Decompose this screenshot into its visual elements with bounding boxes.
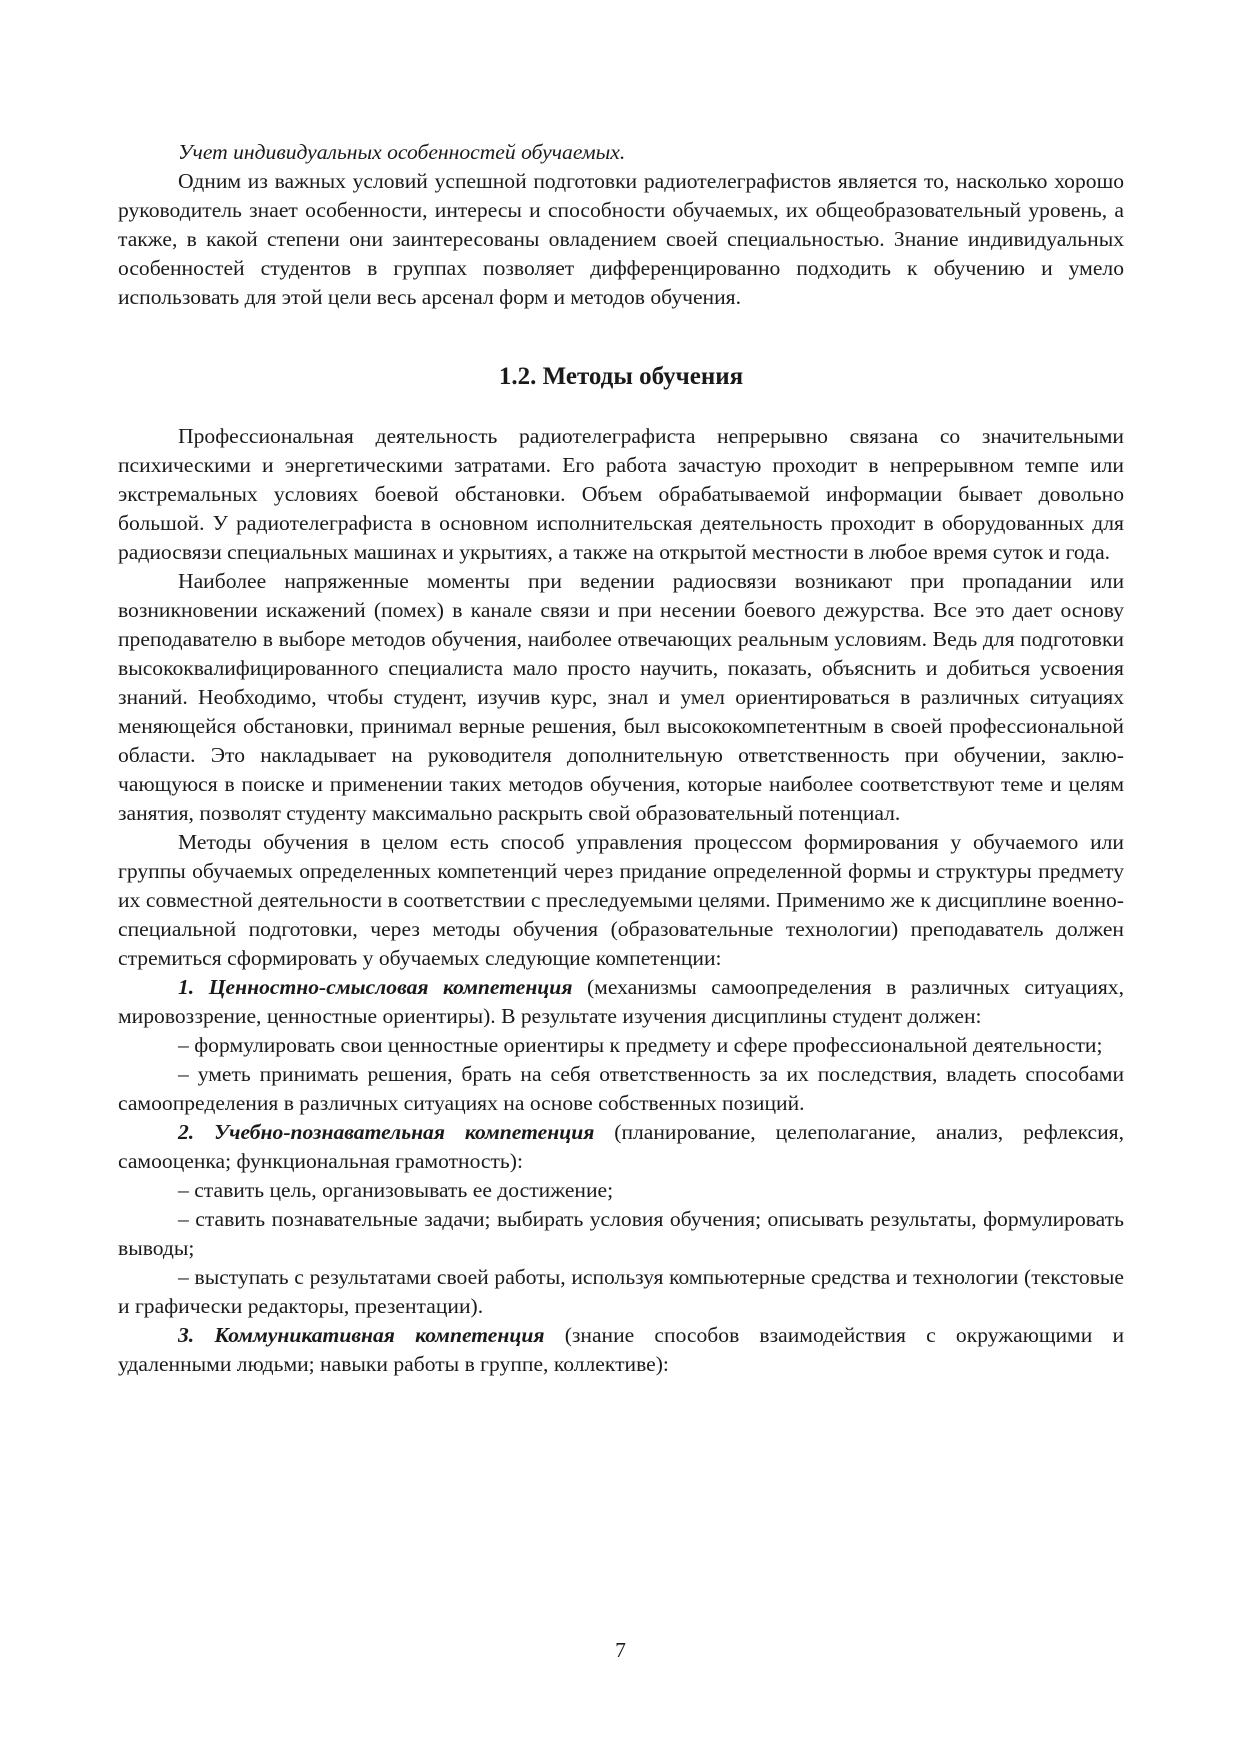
competence-2-item-3: – выступать с результатами своей работы, используя компьютерные средства и технологии (текстовые и графически редакторы, презентации). — [118, 1265, 1124, 1318]
paragraph-1: Профессиональная деятельность радиотелеграфиста непрерывно связана со значительными психическими и энергетическими затратами. Его работа зачастую проходит в непрерывном темпе или экстремальных условиях боевой обстановки. Объем обрабатываемой информации бывает довольно большой. У радиотелеграфиста в основном исполнительская деятельность проходит в оборудованных для радиосвязи специальных машинах и укрытиях, а также на открытой местности в любое время суток и года. — [118, 424, 1124, 564]
competence-2-item-1: – ставить цель, организовывать ее достижение; — [178, 1178, 614, 1202]
page-number: 7 — [615, 1638, 626, 1662]
competence-2-title: 2. Учебно-познавательная компетенция — [178, 1120, 595, 1144]
subheading-individual-features: Учет индивидуальных особенностей обучаемых. — [178, 140, 626, 164]
section-title: 1.2. Методы обучения — [498, 363, 744, 390]
competence-3-text: (знание способов взаимодействия с окружающими и удаленными людьми; навыки работы в группе, коллективе): — [118, 1323, 1124, 1376]
page-content — [118, 138, 1124, 1379]
paragraph-2: Наиболее напряженные моменты при ведении радиосвязи возникают при пропадании или возникновении искажений (помех) в канале связи и при несении боевого дежурства. Все это дает основу преподавателю в выборе методов обучения, наиболее отвечающих реальным условиям. Ведь для подготовки высококвалифицированного специалиста мало просто научить, показать, объяснить и добиться усвоения знаний. Необходимо, чтобы студент, изучив курс, знал и умел ориентироваться в различных ситуациях меняющейся обстановки, принимал верные решения, был высококомпетентным в своей профессиональной области. Это накладывает на руководителя дополнительную ответственность при обучении, заключающуюся в поиске и применении таких методов обучения, которые наиболее соответствуют теме и целям занятия, позволят студенту максимально раскрыть свой образовательный потенциал. — [118, 569, 1124, 825]
intro-paragraph: Одним из важных условий успешной подготовки радиотелеграфистов является то, насколько хорошо руководитель знает особенности, интересы и способности обучаемых, их общеобразовательный уровень, а также, в какой степени они заинтересованы овладением своей специальностью. Знание индивидуальных особенностей студентов в группах позволяет дифференцированно подходить к обучению и умело использовать для этой цели весь арсенал форм и методов обучения. — [118, 169, 1124, 309]
competence-3-paragraph — [118, 1321, 1124, 1379]
competence-1-item-2: – уметь принимать решения, брать на себя ответственность за их последствия, владеть способами самоопределения в различных ситуациях на основе собственных позиций. — [118, 1062, 1124, 1115]
competence-1-title: 1. Ценностно-смысловая компетенция — [178, 975, 573, 999]
competence-1-item-1: – формулировать свои ценностные ориентиры к предмету и сфере профессиональной деятельности; — [178, 1033, 1103, 1057]
competence-2-item-2: – ставить познавательные задачи; выбирать условия обучения; описывать результаты, формулировать выводы; — [118, 1207, 1124, 1260]
competence-2-paragraph — [118, 1118, 1124, 1176]
competence-2-text: (планирование, целеполагание, анализ, рефлексия, самооценка; функциональная грамотность): — [118, 1120, 1124, 1173]
competence-1-paragraph — [118, 973, 1124, 1031]
competence-3-title: 3. Коммуникативная компетенция — [178, 1323, 545, 1347]
paragraph-3: Методы обучения в целом есть способ управления процессом формирования у обучаемого или группы обучаемых определенных компетенций через придание определенной формы и структуры предмету их совместной деятельности в соответствии с преследуемыми целями. Применимо же к дисциплине военно-специальной подготовки, через методы обучения (образовательные технологии) преподаватель должен стремиться сформировать у обучаемых следующие компетенции: — [118, 830, 1124, 970]
competence-1-text: (механизмы самоопределения в различных ситуациях, мировоззрение, ценностные ориентиры). В результате изучения дисциплины студент должен: — [118, 975, 1124, 1028]
